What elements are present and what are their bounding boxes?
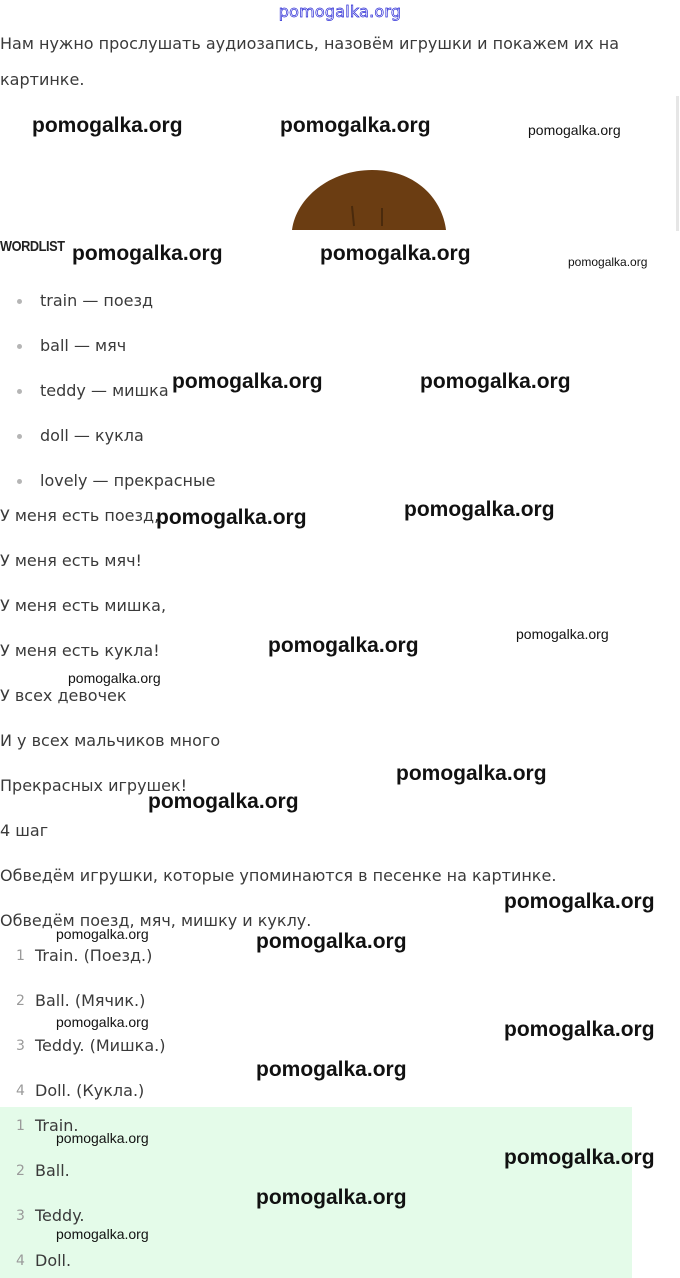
answer-item: Teddy. — [35, 1206, 85, 1225]
bullet-icon — [17, 299, 22, 304]
song-line: У меня есть кукла! — [0, 641, 160, 660]
song-line: У меня есть мишка, — [0, 596, 167, 615]
step-instruction: Обведём игрушки, которые упоминаются в песенке на картинке. — [0, 866, 557, 885]
song-line: У меня есть мяч! — [0, 551, 142, 570]
step-note: Обведём поезд, мяч, мишку и куклу. — [0, 911, 312, 930]
watermark: pomogalka.org — [68, 670, 161, 686]
watermark: pomogalka.org — [256, 1058, 407, 1081]
watermark: pomogalka.org — [32, 114, 183, 137]
answer-item: Train. — [35, 1116, 79, 1135]
watermark: pomogalka.org — [256, 1186, 407, 1209]
watermark: pomogalka.org — [504, 1146, 655, 1169]
watermark: pomogalka.org — [396, 762, 547, 785]
song-line: У меня есть поезд, — [0, 506, 160, 525]
answer-number: 2 — [16, 1163, 25, 1179]
wordlist-item: ball — мяч — [40, 336, 127, 355]
bullet-icon — [17, 479, 22, 484]
list-item: Teddy. (Мишка.) — [35, 1036, 166, 1055]
header-watermark: pomogalka.org — [278, 2, 402, 21]
song-line: Прекрасных игрушек! — [0, 776, 188, 795]
wordlist-item: doll — кукла — [40, 426, 144, 445]
wordlist-item: train — поезд — [40, 291, 154, 310]
intro-line-1: Нам нужно прослушать аудиозапись, назовём игрушки и покажем их на — [0, 34, 619, 53]
watermark: pomogalka.org — [56, 926, 149, 942]
watermark: pomogalka.org — [504, 1018, 655, 1041]
answer-number: 3 — [16, 1208, 25, 1224]
wordlist-item: lovely — прекрасные — [40, 471, 216, 490]
intro-line-2: картинке. — [0, 70, 85, 89]
watermark: pomogalka.org — [172, 370, 323, 393]
answer-number: 4 — [16, 1253, 25, 1269]
list-number: 3 — [16, 1038, 25, 1054]
watermark: pomogalka.org — [56, 1226, 149, 1242]
watermark: pomogalka.org — [256, 930, 407, 953]
watermark: pomogalka.org — [156, 506, 307, 529]
step-title: 4 шаг — [0, 821, 49, 840]
bullet-icon — [17, 344, 22, 349]
watermark: pomogalka.org — [420, 370, 571, 393]
list-number: 1 — [16, 948, 25, 964]
list-item: Train. (Поезд.) — [35, 946, 153, 965]
list-number: 2 — [16, 993, 25, 1009]
song-line: У всех девочек — [0, 686, 127, 705]
answer-number: 1 — [16, 1118, 25, 1134]
watermark: pomogalka.org — [56, 1014, 149, 1030]
watermark: pomogalka.org — [320, 242, 471, 265]
watermark: pomogalka.org — [72, 242, 223, 265]
watermark: pomogalka.org — [280, 114, 431, 137]
watermark: pomogalka.org — [268, 634, 419, 657]
wordlist-title: WORDLIST — [0, 238, 65, 255]
list-item: Doll. (Кукла.) — [35, 1081, 145, 1100]
scroll-indicator — [676, 96, 679, 231]
watermark: pomogalka.org — [568, 255, 648, 269]
list-item: Ball. (Мячик.) — [35, 991, 146, 1010]
watermark: pomogalka.org — [528, 122, 621, 138]
watermark: pomogalka.org — [516, 626, 609, 642]
watermark: pomogalka.org — [404, 498, 555, 521]
list-number: 4 — [16, 1083, 25, 1099]
wordlist-item: teddy — мишка — [40, 381, 169, 400]
watermark: pomogalka.org — [56, 1130, 149, 1146]
bullet-icon — [17, 434, 22, 439]
watermark: pomogalka.org — [504, 890, 655, 913]
answer-item: Ball. — [35, 1161, 70, 1180]
watermark: pomogalka.org — [148, 790, 299, 813]
bullet-icon — [17, 389, 22, 394]
toy-illustration — [290, 168, 448, 230]
answer-item: Doll. — [35, 1251, 72, 1270]
song-line: И у всех мальчиков много — [0, 731, 221, 750]
